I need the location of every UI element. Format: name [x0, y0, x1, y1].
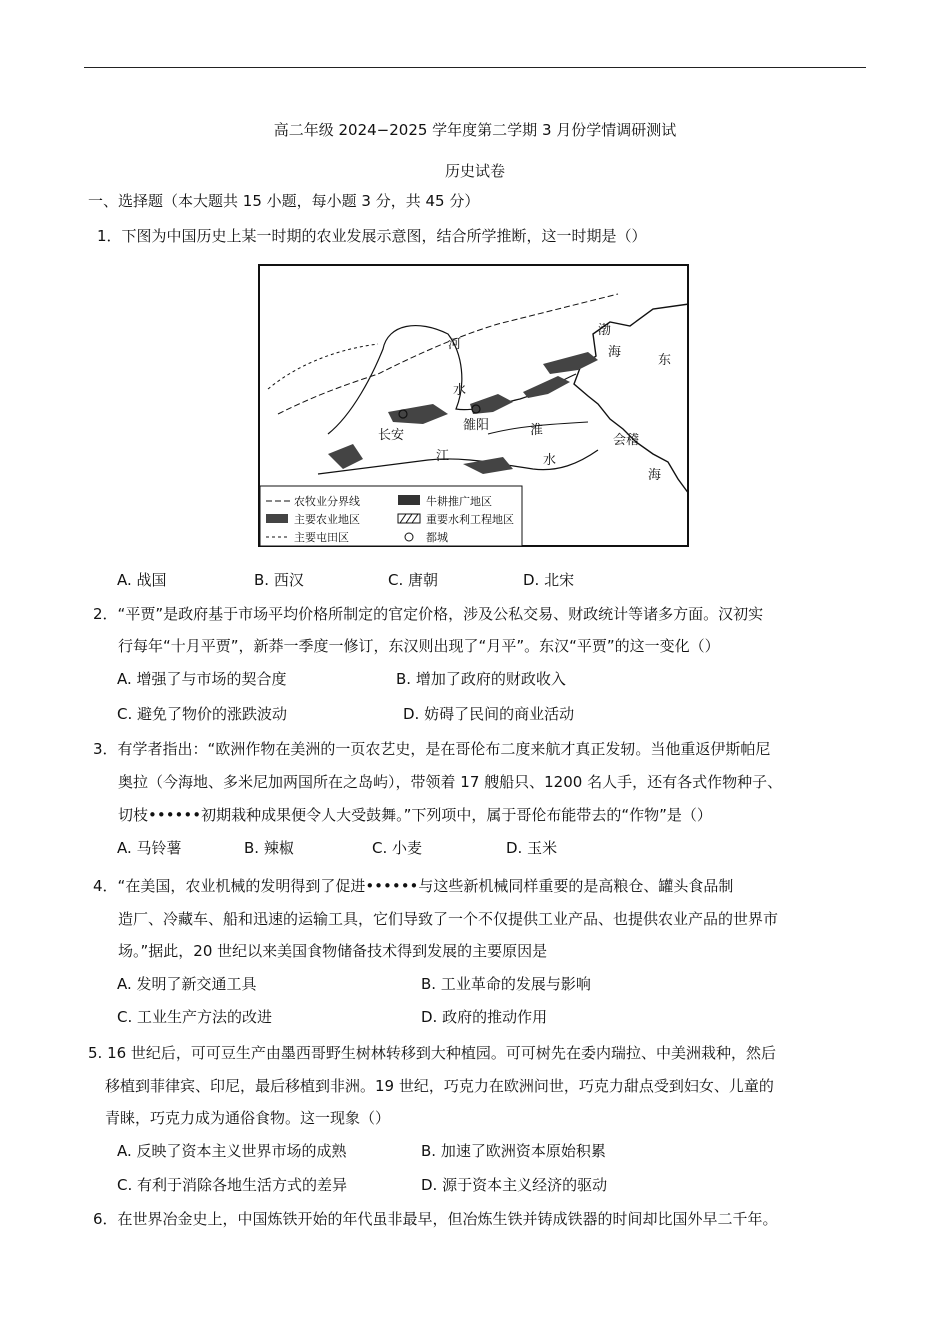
map-label-hai2: 海 — [648, 468, 662, 483]
q3-option-c: C. 小麦 — [372, 839, 423, 857]
map-label-shui2: 水 — [543, 453, 557, 468]
map-label-dong: 东 — [658, 353, 672, 368]
q4-option-c: C. 工业生产方法的改进 — [117, 1008, 273, 1026]
q2-line-1: 2．“平贾”是政府基于市场平均价格所制定的官定价格，涉及公私交易、财政统计等诸多方面。汉初实 — [93, 605, 764, 623]
agriculture-map — [258, 264, 689, 547]
q2-option-b: B. 增加了政府的财政收入 — [396, 670, 566, 688]
map-label-changan: 长安 — [378, 428, 405, 443]
q5-line-2: 移植到菲律宾、印尼，最后移植到非洲。19 世纪，巧克力在欧洲问世，巧克力甜点受到妇女、儿童的 — [105, 1077, 774, 1095]
map-label-huai: 淮 — [530, 423, 544, 438]
q4-option-d: D. 政府的推动作用 — [421, 1008, 548, 1026]
q1-option-b: B. 西汉 — [254, 571, 304, 589]
q4-option-b: B. 工业革命的发展与影响 — [421, 975, 591, 993]
map-label-jiang: 江 — [436, 449, 450, 464]
map-label-hai1: 海 — [608, 345, 622, 360]
q5-line-1: 5. 16 世纪后，可可豆生产由墨西哥野生树林转移到大种植园。可可树先在委内瑞拉、中美洲栽种，然后 — [88, 1044, 776, 1062]
q5-option-d: D. 源于资本主义经济的驱动 — [421, 1176, 608, 1194]
legend-agri: 主要农业地区 — [294, 513, 360, 526]
q2-option-c: C. 避免了物价的涨跌波动 — [117, 705, 288, 723]
map-label-shui1: 水 — [453, 383, 467, 398]
q1-option-a: A. 战国 — [117, 571, 167, 589]
q3-line-3: 切枝••••••初期栽种成果便令人大受鼓舞。”下列项中，属于哥伦布能带去的“作物”是（） — [118, 806, 712, 824]
q2-option-d: D. 妨碍了民间的商业活动 — [403, 705, 575, 723]
map-label-kuaiji: 会稽 — [613, 433, 640, 448]
q3-line-2: 奥拉（今海地、多米尼加两国所在之岛屿），带领着 17 艘船只、1200 名人手，还有各式作物种子、 — [118, 773, 783, 791]
header-rule — [84, 67, 866, 68]
legend-water: 重要水利工程地区 — [426, 513, 514, 526]
map-label-bo: 渤 — [598, 323, 612, 338]
q4-option-a: A. 发明了新交通工具 — [117, 975, 257, 993]
q5-line-3: 青睐，巧克力成为通俗食物。这一现象（） — [105, 1109, 391, 1127]
q2-option-a: A. 增强了与市场的契合度 — [117, 670, 287, 688]
q4-line-3: 场。”据此，20 世纪以来美国食物储备技术得到发展的主要原因是 — [118, 942, 548, 960]
q6-line-1: 6．在世界冶金史上，中国炼铁开始的年代虽非最早，但冶炼生铁并铸成铁器的时间却比国外早二千年。 — [93, 1210, 778, 1228]
q4-line-2: 造厂、冷藏车、船和迅速的运输工具，它们导致了一个不仅提供工业产品、也提供农业产品的世界市 — [118, 910, 779, 928]
legend-tuntian: 主要屯田区 — [294, 531, 349, 544]
q2-line-2: 行每年“十月平贾”，新莽一季度一修订，东汉则出现了“月平”。东汉“平贾”的这一变化（） — [118, 637, 720, 655]
q5-option-c: C. 有利于消除各地生活方式的差异 — [117, 1176, 348, 1194]
map-label-luoyang: 雒阳 — [463, 418, 490, 433]
section-heading: 一、选择题（本大题共 15 小题，每小题 3 分，共 45 分） — [88, 192, 480, 210]
legend-oxen: 牛耕推广地区 — [426, 495, 492, 508]
legend-capital: 都城 — [426, 531, 448, 544]
exam-subtitle: 历史试卷 — [444, 162, 505, 180]
exam-title: 高二年级 2024−2025 学年度第二学期 3 月份学情调研测试 — [273, 121, 677, 139]
q1-option-d: D. 北宋 — [523, 571, 575, 589]
q3-option-b: B. 辣椒 — [244, 839, 294, 857]
map-label-he: 河 — [448, 337, 462, 352]
q5-option-a: A. 反映了资本主义世界市场的成熟 — [117, 1142, 347, 1160]
q3-option-d: D. 玉米 — [506, 839, 558, 857]
q3-line-1: 3．有学者指出：“欧洲作物在美洲的一页农艺史，是在哥伦布二度来航才真正发轫。当他重返伊斯帕尼 — [93, 740, 771, 758]
q1-stem: 1．下图为中国历史上某一时期的农业发展示意图，结合所学推断，这一时期是（） — [97, 227, 647, 245]
q5-option-b: B. 加速了欧洲资本原始积累 — [421, 1142, 606, 1160]
legend-line: 农牧业分界线 — [294, 495, 360, 508]
q3-option-a: A. 马铃薯 — [117, 839, 182, 857]
q4-line-1: 4．“在美国，农业机械的发明得到了促进••••••与这些新机械同样重要的是高粮仓、罐头食品制 — [93, 877, 734, 895]
q1-option-c: C. 唐朝 — [388, 571, 439, 589]
